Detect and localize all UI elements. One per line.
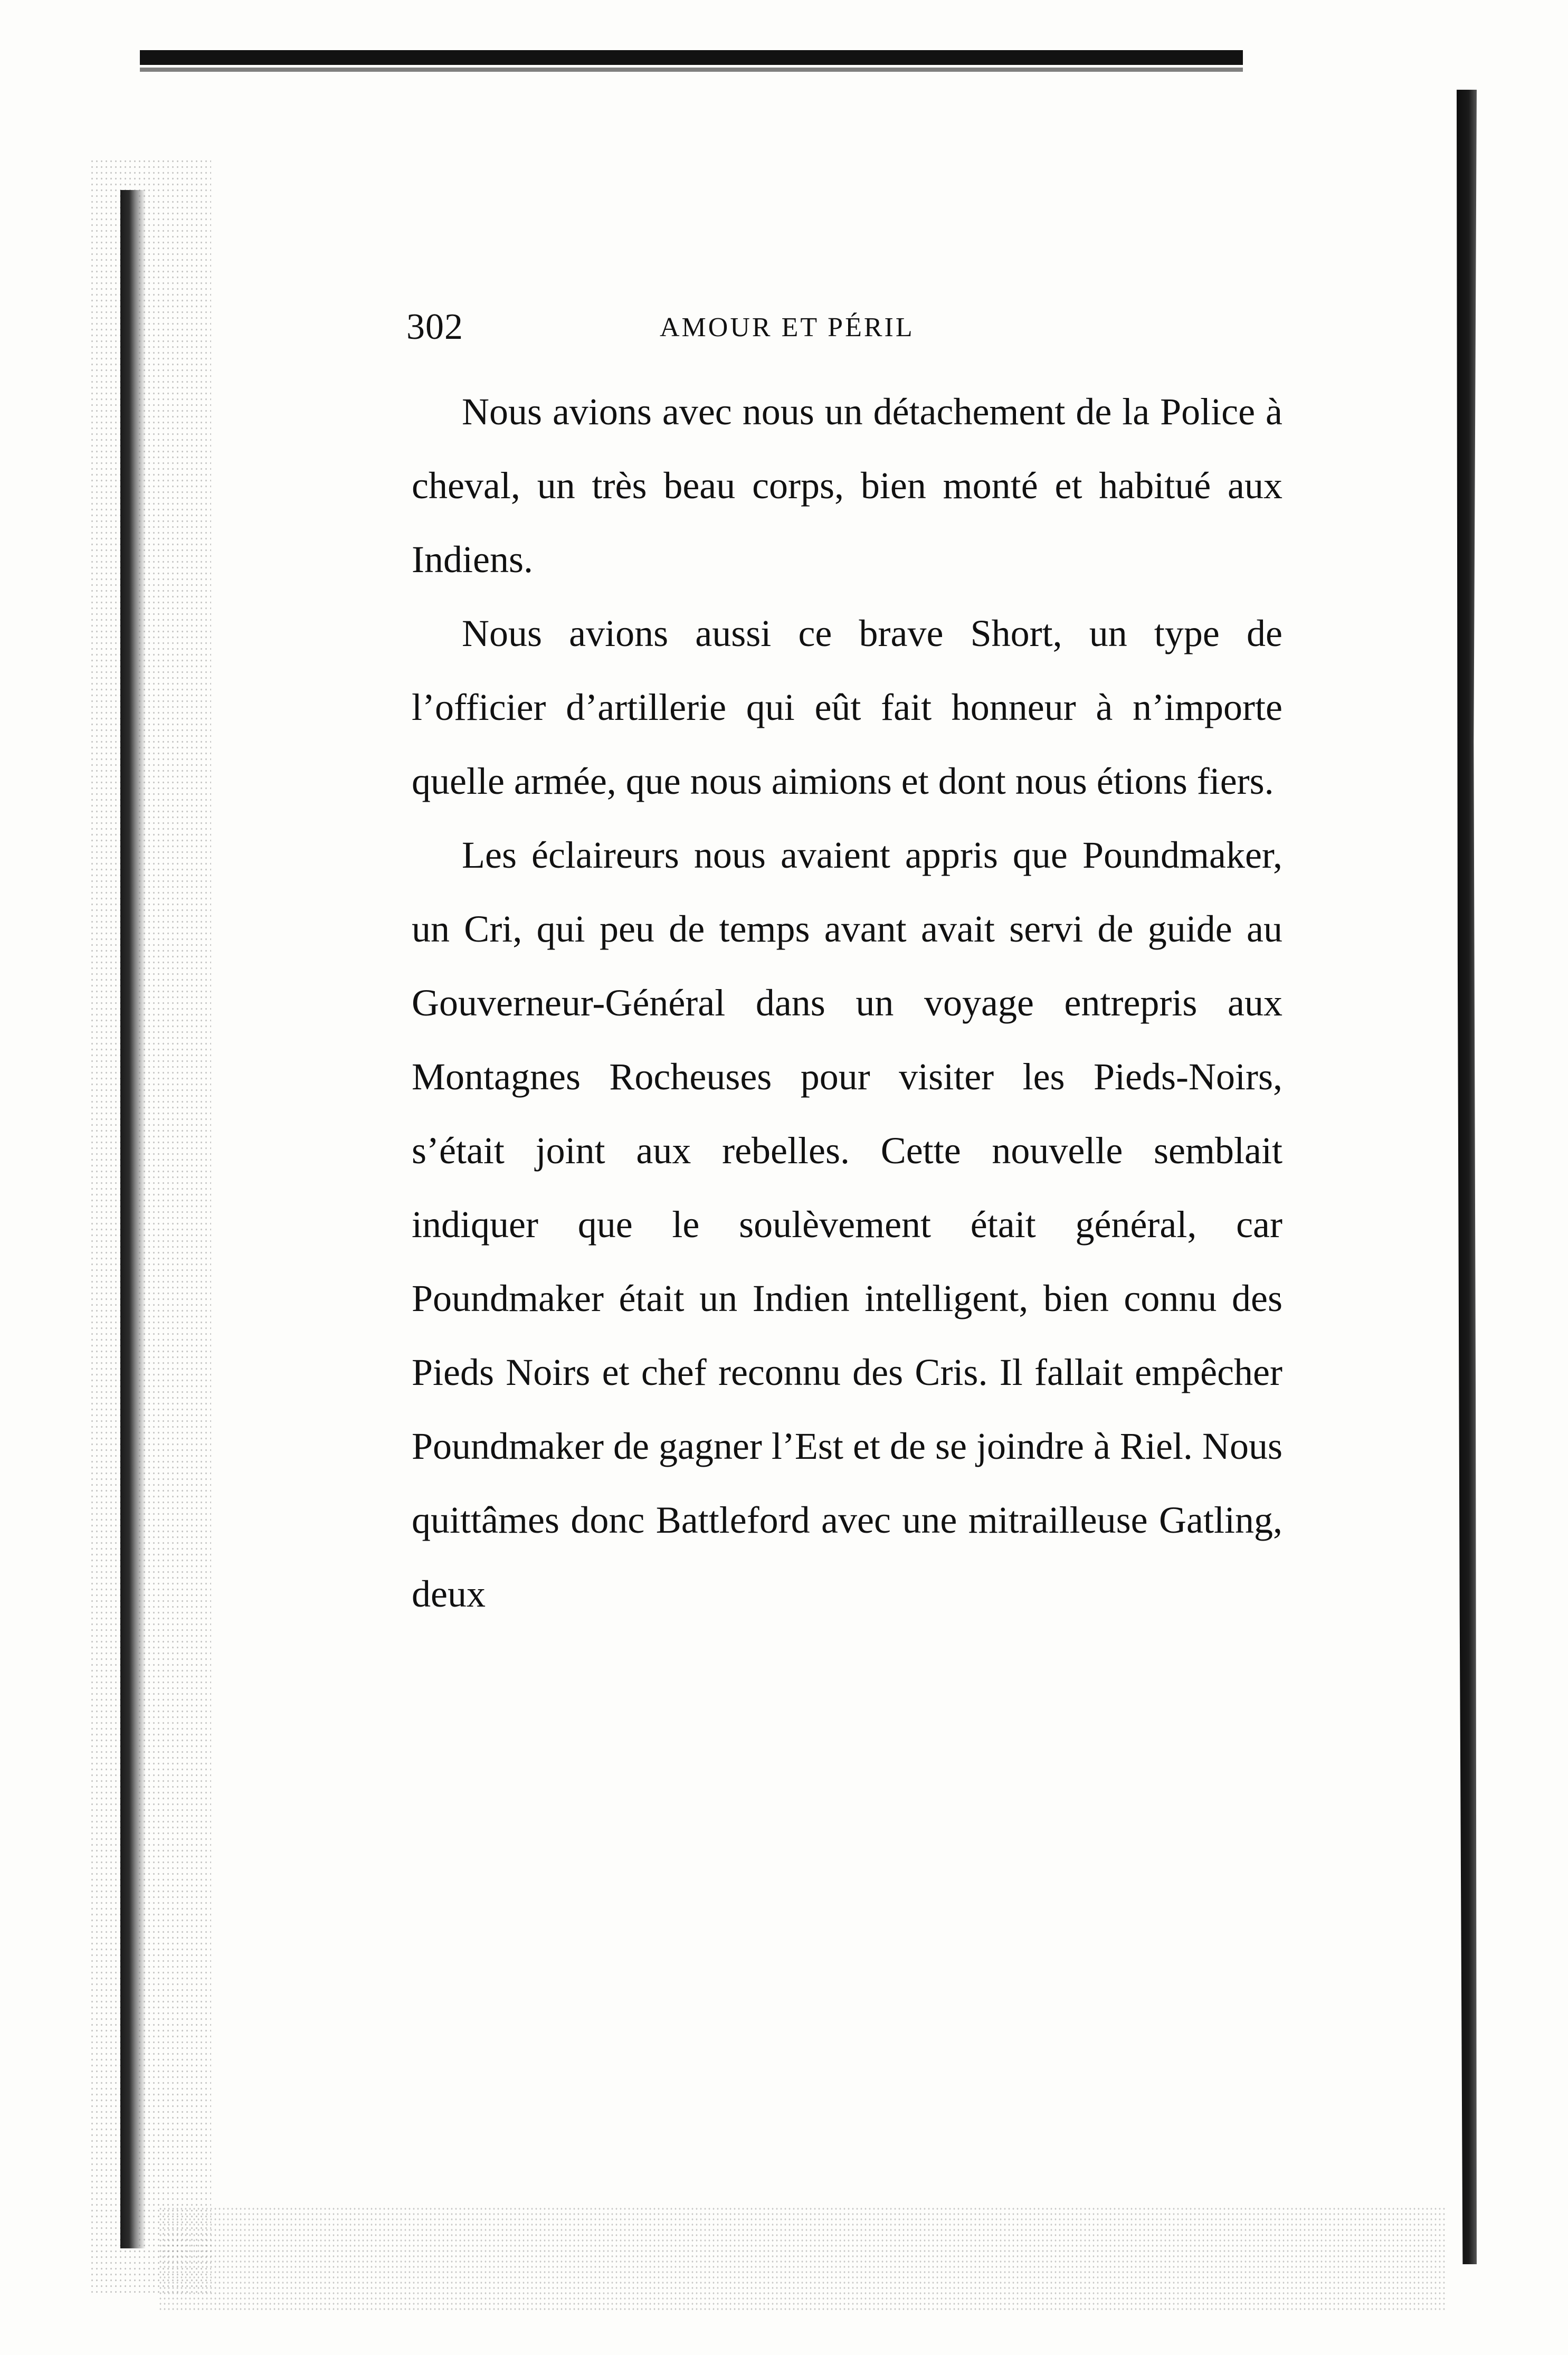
running-title: AMOUR ET PÉRIL bbox=[660, 312, 915, 343]
paragraph-1: Nous avions avec nous un détachement de la Police à cheval, un très beau corps, bien monté et habitué aux Indiens. bbox=[412, 391, 1282, 581]
scan-right-border bbox=[1457, 90, 1477, 2264]
scan-gutter-noise bbox=[90, 158, 211, 2296]
page-number: 302 bbox=[406, 307, 463, 347]
body-text bbox=[412, 375, 1282, 1631]
scan-top-border bbox=[140, 50, 1243, 65]
scan-bottom-noise bbox=[158, 2206, 1446, 2312]
scan-left-border bbox=[120, 190, 146, 2248]
scan-top-border-shadow bbox=[140, 68, 1243, 72]
running-head bbox=[406, 303, 1304, 351]
paragraph-2: Nous avions aussi ce brave Short, un type de l’officier d’artillerie qui eût fait honneur à n’importe quelle armée, que nous aimions et dont nous étions fiers. bbox=[412, 612, 1282, 802]
paragraph-3: Les éclaireurs nous avaient appris que Poundmaker, un Cri, qui peu de temps avant avait servi de guide au Gouverneur-Général dans un voyage entrepris aux Montagnes Rocheuses pour visiter les Pieds-Noirs, s’était joint aux rebelles. Cette nouvelle semblait indiquer que le soulèvement était général, car Poundmaker était un Indien intelligent, bien connu des Pieds Noirs et chef reconnu des Cris. Il fallait empêcher Poundmaker de gagner l’Est et de se joindre à Riel. Nous quittâmes donc Battleford avec une mitrailleuse Gatling, deux bbox=[412, 834, 1282, 1615]
